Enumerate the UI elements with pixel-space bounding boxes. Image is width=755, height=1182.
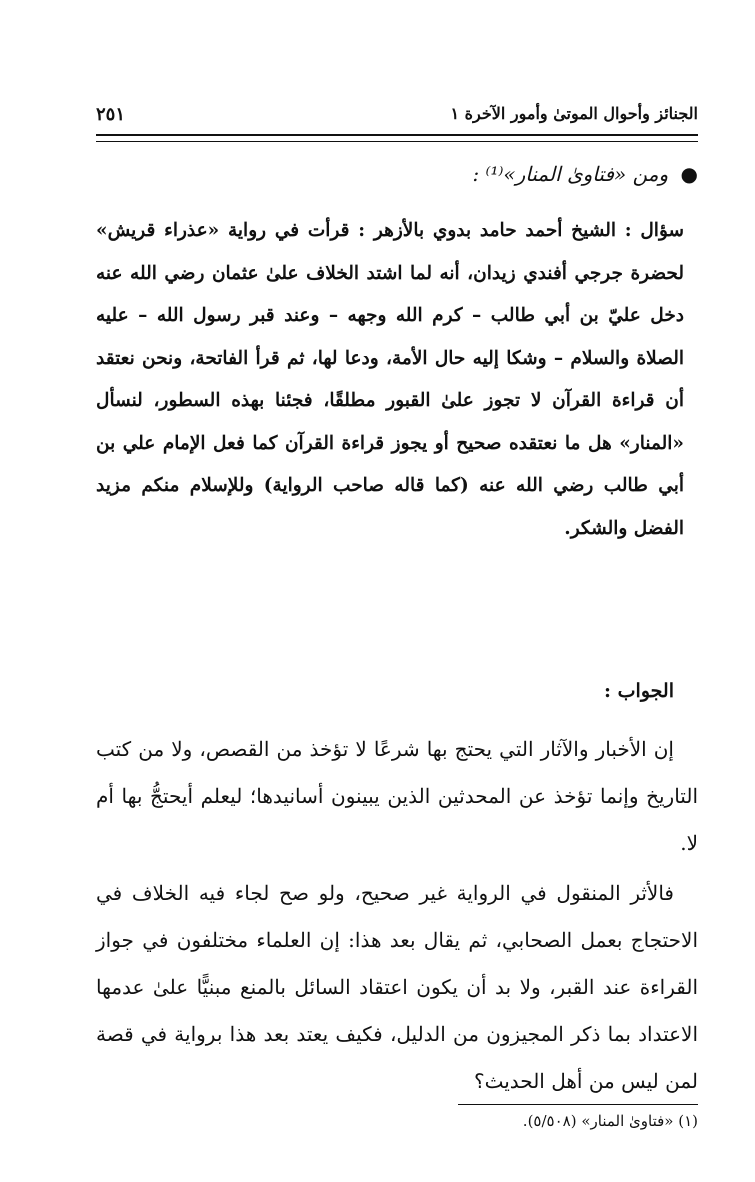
running-head bbox=[96, 100, 698, 130]
section-lead bbox=[472, 162, 698, 186]
question-paragraph: سؤال : الشيخ أحمد حامد بدوي بالأزهر : قرأت في رواية «عذراء قريش» لحضرة جرجي أفندي زيدان، أنه لما اشتد الخلاف علىٰ عثمان رضي الله عنه دخل عليّ بن أبي طالب – كرم الله وجهه – وعند قبر رسول الله – عليه الصلاة والسلام – وشكا إليه حال الأمة، ودعا لها، ثم قرأ الفاتحة، ونحن نعتقد أن قراءة القرآن لا تجوز علىٰ القبور مطلقًا، فجئنا بهذه السطور، لنسأل «المنار» هل ما نعتقده صحيح أو يجوز قراءة القرآن كما فعل الإمام علي بن أبي طالب رضي الله عنه (كما قاله صاحب الرواية) وللإسلام منكم مزيد الفضل والشكر. bbox=[96, 220, 684, 539]
book-page bbox=[96, 92, 698, 1152]
answer-heading: الجواب : bbox=[604, 680, 674, 702]
section-lead-text: ومن «فتاوىٰ المنار»⁽¹⁾ : bbox=[472, 162, 669, 186]
answer-paragraph-1 bbox=[96, 726, 698, 867]
footnote-rule bbox=[458, 1104, 698, 1105]
answer-paragraph-1-text: إن الأخبار والآثار التي يحتج بها شرعًا لا تؤخذ من القصص، ولا من كتب التاريخ وإنما تؤخذ عن المحدثين الذين يبينون أسانيدها؛ ليعلم أيحتجُّ بها أم لا. bbox=[96, 737, 698, 855]
page-number: ٢٥١ bbox=[96, 104, 126, 125]
footnote: (١) «فتاوىٰ المنار» (٥/٥٠٨). bbox=[522, 1112, 698, 1130]
answer-paragraph-2 bbox=[96, 870, 698, 1105]
bullet-icon: ● bbox=[680, 162, 698, 186]
answer-paragraph-2-text: فالأثر المنقول في الرواية غير صحيح، ولو صح لجاء فيه الخلاف في الاحتجاج بعمل الصحابي، ثم يقال بعد هذا: إن العلماء مختلفون في جواز القراءة عند القبر، ولا بد أن يكون اعتقاد السائل بالمنع مبنيًّا علىٰ عدمها الاعتداد بما ذكر المجيزون من الدليل، فكيف يعتد بعد هذا برواية في قصة لمن ليس من أهل الحديث؟ bbox=[96, 881, 698, 1093]
header-rule bbox=[96, 134, 698, 142]
running-title: الجنائز وأحوال الموتىٰ وأمور الآخرة ١ bbox=[450, 104, 698, 123]
